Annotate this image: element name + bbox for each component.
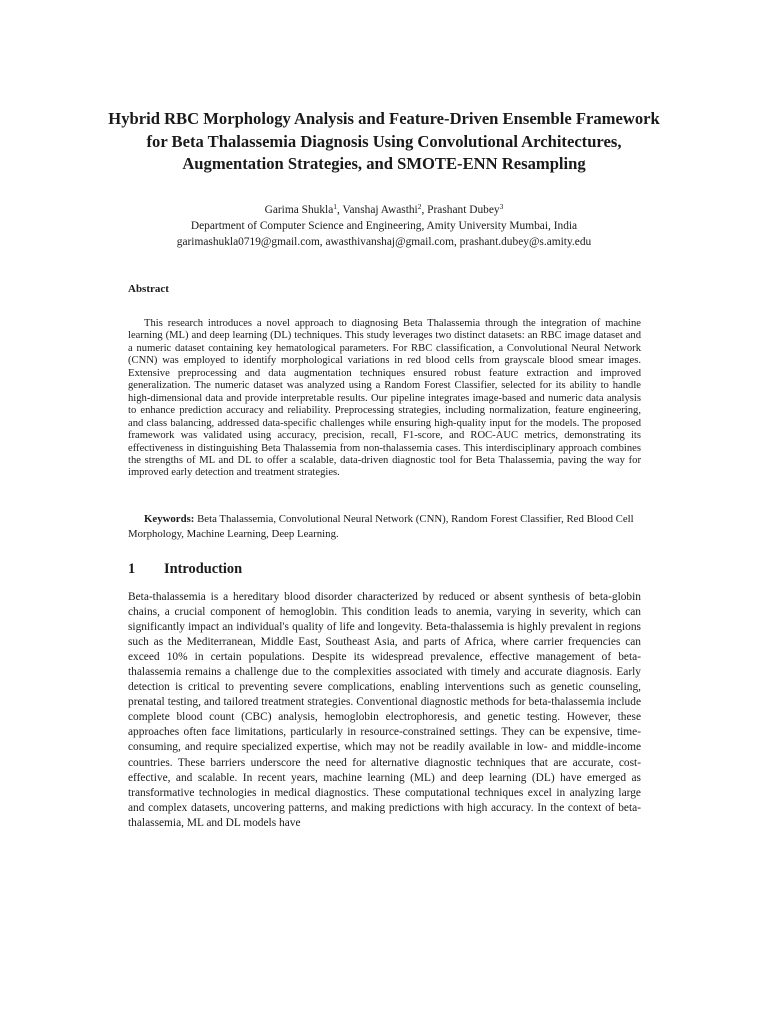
- author-list: [84, 202, 684, 218]
- author-separator: ,: [421, 204, 428, 216]
- author-name: Garima Shukla: [264, 204, 334, 216]
- author-separator: ,: [337, 204, 343, 216]
- abstract-heading: Abstract: [128, 283, 169, 295]
- author-affiliation-mark: 2: [417, 202, 422, 211]
- introduction-text: Beta-thalassemia is a hereditary blood disorder characterized by reduced or absent synthesis of beta-globin chains, a crucial component of hemoglobin. This condition leads to anemia, varying in severity, which can significantly impact an individual's quality of life and longevity. Beta-thalassemia is highly prevalent in regions such as the Mediterranean, Middle East, Southeast Asia, and parts of Africa, where carrier frequencies can exceed 10% in certain populations. Despite its widespread prevalence, effective management of beta-thalassemia remains a challenge due to the complexities associated with timely and accurate diagnosis. Early detection is critical to preventing severe complications, enabling interventions such as genetic counseling, prenatal testing, and tailored treatment strategies. Conventional diagnostic methods for beta-thalassemia include complete blood count (CBC) analysis, hemoglobin electrophoresis, and genetic testing. However, these approaches often face limitations, particularly in resource-constrained settings. They can be expensive, time-consuming, and require specialized expertise, which may not be readily available in low- and middle-income countries. These barriers underscore the need for alternative diagnostic techniques that are accurate, cost-effective, and scalable. In recent years, machine learning (ML) and deep learning (DL) have emerged as transformative technologies in medical diagnostics. These computational techniques excel in analyzing large and complex datasets, uncovering patterns, and making predictions with high accuracy. In the context of beta-thalassemia, ML and DL models have: [128, 591, 641, 829]
- author-affiliation-mark: 1: [333, 202, 338, 211]
- keywords-paragraph: [128, 512, 641, 541]
- abstract-text: This research introduces a novel approach to diagnosing Beta Thalassemia through the integration of machine learning (ML) and deep learning (DL) techniques. This study leverages two distinct datasets: an RBC image dataset and a numeric dataset containing key hematological parameters. For RBC classification, a Convolutional Neural Network (CNN) was employed to identify morphological variations in red blood cells from grayscale blood smear images. Extensive preprocessing and data augmentation techniques ensured robust feature extraction and improved generalization. The numeric dataset was analyzed using a Random Forest Classifier, selected for its ability to handle high-dimensional data and provide interpretable results. Our pipeline integrates image-based and numeric data analysis to enhance prediction accuracy and reliability. Preprocessing strategies, including normalization, feature engineering, and class balancing, addressed data-specific challenges while ensuring high-quality input for the models. The proposed framework was validated using accuracy, precision, recall, F1-score, and ROC-AUC metrics, demonstrating its effectiveness in distinguishing Beta Thalassemia from non-thalassemia cases. This interdisciplinary approach combines the strengths of ML and DL to offer a scalable, data-driven diagnostic tool for Beta Thalassemia, paving the way for improved early detection and treatment strategies.: [128, 318, 641, 479]
- author-affiliation-mark: 3: [499, 202, 504, 211]
- keywords-text: Beta Thalassemia, Convolutional Neural Network (CNN), Random Forest Classifier, Red Blood Cell Morphology, Machine Learning, Deep Learning.: [128, 513, 634, 540]
- author-emails: garimashukla0719@gmail.com, awasthivanshaj@gmail.com, prashant.dubey@s.amity.edu: [176, 236, 592, 248]
- author-name: Vanshaj Awasthi: [342, 204, 418, 216]
- author-name: Prashant Dubey: [427, 204, 500, 216]
- keywords-label: Keywords:: [144, 513, 195, 525]
- section-number: 1: [128, 561, 136, 577]
- section-heading-introduction: [128, 560, 242, 578]
- paper-title: Hybrid RBC Morphology Analysis and Feature-Driven Ensemble Framework for Beta Thalassemia Diagnosis Using Convolutional Architectures, Augmentation Strategies, and SMOTE-ENN Resampling: [108, 109, 660, 174]
- section-title: Introduction: [164, 561, 243, 577]
- author-affiliation: Department of Computer Science and Engineering, Amity University Mumbai, India: [190, 220, 578, 232]
